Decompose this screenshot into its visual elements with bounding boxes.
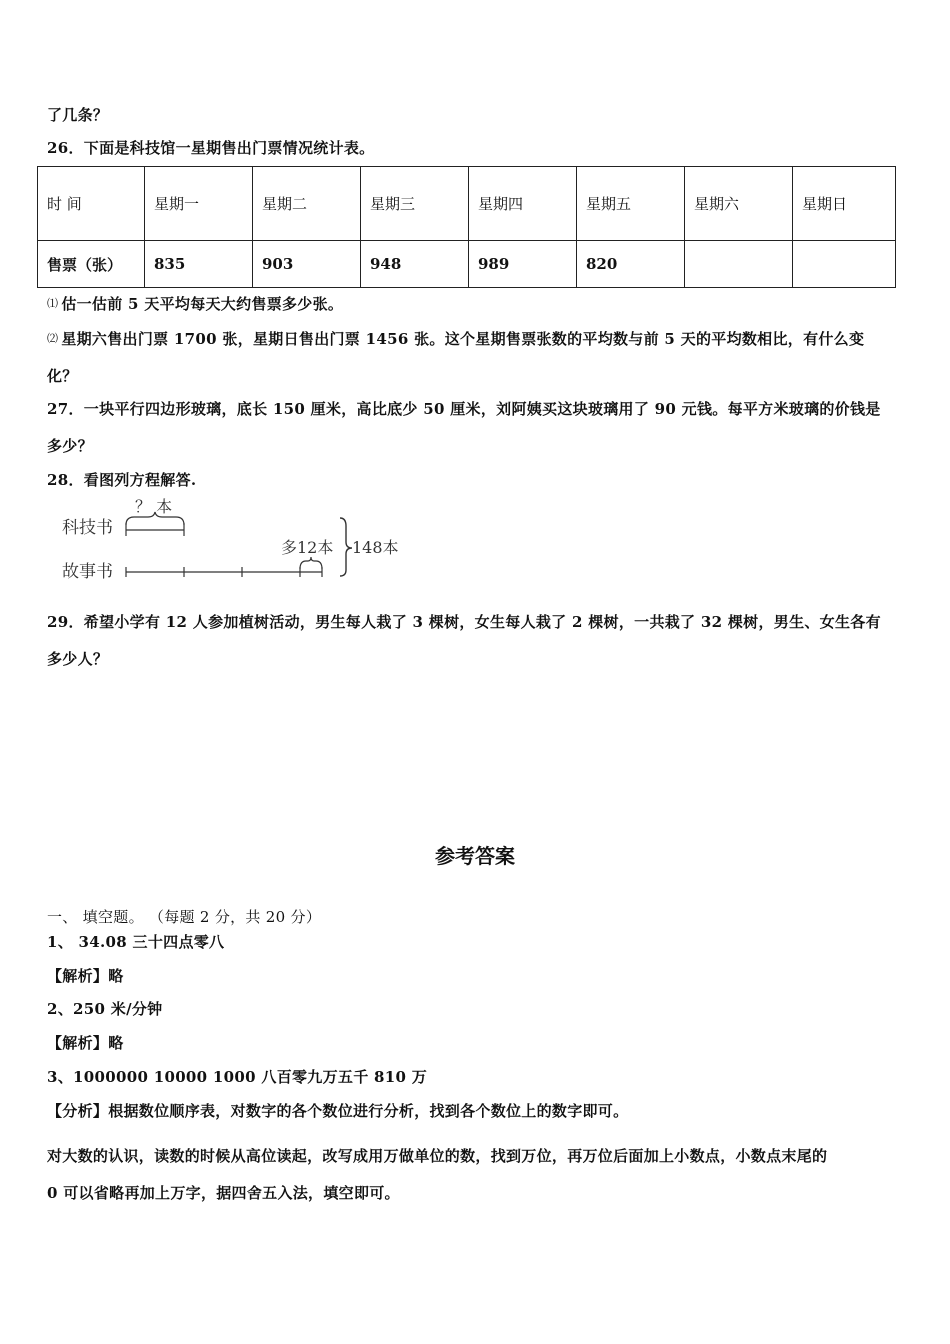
table-header-cell: 星期四 [469, 167, 577, 241]
q26-sub2 [47, 328, 864, 349]
answer-3-detail-2: 0 可以省略再加上万字，据四舍五入法，填空即可。 [47, 1184, 400, 1202]
total-brace [340, 518, 352, 576]
sub1-marker: ⑴ [47, 297, 59, 310]
total-label: 148本 [352, 538, 399, 557]
q27-line1: 27．一块平行四边形玻璃，底长 150 厘米，高比底少 50 厘米，刘阿姨买这块玻璃用了 90 元钱。每平方米玻璃的价钱是 [47, 400, 881, 418]
table-cell: 820 [577, 241, 685, 288]
table-cell [793, 241, 896, 288]
table-header-cell: 星期二 [253, 167, 361, 241]
table-header-cell: 星期日 [793, 167, 896, 241]
label-sci: 科技书 [62, 518, 113, 538]
table-row [38, 241, 896, 288]
table-cell [685, 241, 793, 288]
more-brace [300, 557, 322, 569]
table-cell: 903 [253, 241, 361, 288]
table-header-row [38, 167, 896, 241]
table-header-cell: 星期三 [361, 167, 469, 241]
table-header-cell: 星期六 [685, 167, 793, 241]
answer-1: 1、 34.08 三十四点零八 [47, 933, 225, 951]
q29-line1: 29．希望小学有 12 人参加植树活动，男生每人栽了 3 棵树，女生每人栽了 2 棵树，一共栽了 32 棵树，男生、女生各有 [47, 613, 881, 631]
label-story: 故事书 [62, 562, 113, 582]
table-cell: 948 [361, 241, 469, 288]
ticket-table [37, 166, 896, 288]
answers-title: 参考答案 [435, 844, 515, 868]
answer-2: 2、250 米/分钟 [47, 1000, 163, 1018]
q27-line2: 多少？ [47, 437, 93, 455]
line-diagram [60, 492, 420, 588]
table-header-cell: 时 间 [38, 167, 145, 241]
table-header-cell: 星期一 [145, 167, 253, 241]
answer-1-note: 【解析】略 [47, 967, 124, 985]
sub1-text: 估一估前 5 天平均每天大约售票多少张。 [61, 295, 344, 313]
table-cell: 835 [145, 241, 253, 288]
answer-3-detail-1: 对大数的认识，读数的时候从高位读起，改写成用万做单位的数，找到万位，再万位后面加上小数点，小数点末尾的 [47, 1147, 828, 1165]
q26-sub1 [47, 293, 343, 314]
q29-line2: 多少人？ [47, 650, 109, 668]
q26-title: 26．下面是科技馆一星期售出门票情况统计表。 [47, 139, 375, 157]
answer-2-note: 【解析】略 [47, 1034, 124, 1052]
section-heading: 一、 填空题。 （每题 2 分，共 20 分） [47, 908, 322, 926]
unknown-label: ？ 本 [135, 497, 173, 516]
more-label: 多12本 [281, 538, 334, 557]
table-header-cell: 星期五 [577, 167, 685, 241]
q28-title: 28．看图列方程解答. [47, 471, 197, 489]
q26-sub2-cont: 化？ [47, 367, 78, 385]
answer-3: 3、1000000 10000 1000 八百零九万五千 810 万 [47, 1068, 428, 1086]
answer-3-note: 【分析】根据数位顺序表，对数字的各个数位进行分析，找到各个数位上的数字即可。 [47, 1102, 629, 1120]
sub2-text: 星期六售出门票 1700 张，星期日售出门票 1456 张。这个星期售票张数的平均数与前 5 天的平均数相比，有什么变 [61, 330, 865, 348]
sub2-marker: ⑵ [47, 332, 59, 345]
q25-tail: 了几条？ [47, 106, 109, 124]
table-cell: 989 [469, 241, 577, 288]
table-row-label: 售票（张） [38, 241, 145, 288]
